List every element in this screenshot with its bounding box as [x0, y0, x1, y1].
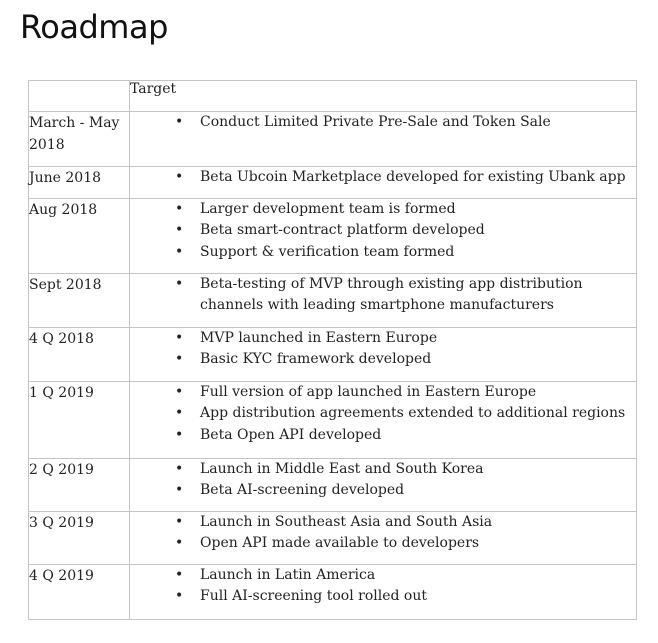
target-item [130, 328, 636, 349]
target-text: Beta Ubcoin Marketplace developed for existing Ubank app [200, 169, 626, 185]
row-period: 1 Q 2019 [29, 382, 130, 459]
target-item [130, 459, 636, 480]
target-list [130, 512, 636, 555]
row-targets [130, 199, 637, 274]
table-row [29, 459, 637, 512]
row-period: 3 Q 2019 [29, 512, 130, 565]
table-header-row [29, 81, 637, 112]
target-item [130, 533, 636, 554]
table-row [29, 512, 637, 565]
target-text: Larger development team is formed [200, 201, 456, 217]
row-period: June 2018 [29, 167, 130, 199]
table-row [29, 112, 637, 167]
period-column-header [29, 81, 130, 112]
row-targets [130, 274, 637, 328]
target-text: Full AI-screening tool rolled out [200, 588, 427, 605]
target-item [130, 220, 636, 241]
roadmap-table [28, 80, 637, 620]
row-targets [130, 167, 637, 199]
target-list [130, 382, 636, 446]
target-list [130, 167, 636, 188]
target-text: Open API made available to developers [200, 535, 480, 552]
target-item [130, 242, 636, 263]
target-item [130, 425, 636, 446]
bullet-marker: • [175, 514, 184, 530]
target-item [130, 199, 636, 220]
table-row [29, 274, 637, 328]
row-targets [130, 459, 637, 512]
bullet-marker: • [175, 426, 184, 443]
target-text: Launch in Latin America [200, 567, 376, 583]
bullet-marker: • [175, 243, 184, 260]
row-targets [130, 565, 637, 620]
bullet-marker: • [175, 222, 184, 239]
target-list [130, 112, 636, 133]
page-title: Roadmap [20, 8, 168, 46]
target-text: Beta-testing of MVP through existing app distribution channels with leading smartphone manufacturers [200, 276, 583, 314]
target-item [130, 112, 636, 133]
target-item [130, 512, 636, 533]
bullet-marker: • [175, 588, 184, 605]
row-period: Sept 2018 [29, 274, 130, 328]
target-item [130, 349, 636, 370]
table-row [29, 382, 637, 459]
bullet-marker: • [175, 567, 184, 583]
target-list [130, 565, 636, 608]
target-list [130, 459, 636, 502]
target-item [130, 274, 636, 317]
target-list [130, 274, 636, 317]
target-column-header: Target [130, 81, 637, 112]
row-targets [130, 328, 637, 382]
target-text: Basic KYC framework developed [200, 351, 432, 368]
table-row [29, 199, 637, 274]
target-list [130, 328, 636, 371]
table-row [29, 328, 637, 382]
row-targets [130, 112, 637, 167]
row-period: March - May 2018 [29, 112, 130, 167]
row-period: 2 Q 2019 [29, 459, 130, 512]
target-text: Conduct Limited Private Pre-Sale and Token Sale [200, 114, 551, 130]
bullet-marker: • [175, 384, 184, 400]
bullet-marker: • [175, 461, 184, 477]
target-text: Beta Open API developed [200, 426, 382, 443]
bullet-marker: • [175, 201, 184, 217]
row-targets [130, 512, 637, 565]
bullet-marker: • [175, 276, 184, 292]
bullet-marker: • [175, 330, 184, 346]
target-item [130, 586, 636, 607]
target-list [130, 199, 636, 263]
target-item [130, 382, 636, 403]
target-text: Launch in Southeast Asia and South Asia [200, 514, 493, 530]
row-period: 4 Q 2019 [29, 565, 130, 620]
bullet-marker: • [175, 482, 184, 499]
bullet-marker: • [175, 535, 184, 552]
table-row [29, 565, 637, 620]
bullet-marker: • [175, 114, 184, 130]
target-text: Launch in Middle East and South Korea [200, 461, 484, 477]
target-text: App distribution agreements extended to additional regions [200, 405, 626, 422]
row-targets [130, 382, 637, 459]
row-period: Aug 2018 [29, 199, 130, 274]
target-text: Support & verification team formed [200, 243, 455, 260]
target-item [130, 403, 636, 424]
row-period: 4 Q 2018 [29, 328, 130, 382]
target-item [130, 167, 636, 188]
bullet-marker: • [175, 351, 184, 368]
target-text: Beta AI-screening developed [200, 482, 405, 499]
target-text: Full version of app launched in Eastern Europe [200, 384, 537, 400]
target-item [130, 565, 636, 586]
target-text: MVP launched in Eastern Europe [200, 330, 438, 346]
table-row [29, 167, 637, 199]
bullet-marker: • [175, 169, 184, 185]
bullet-marker: • [175, 405, 184, 422]
target-text: Beta smart-contract platform developed [200, 222, 485, 239]
target-item [130, 480, 636, 501]
